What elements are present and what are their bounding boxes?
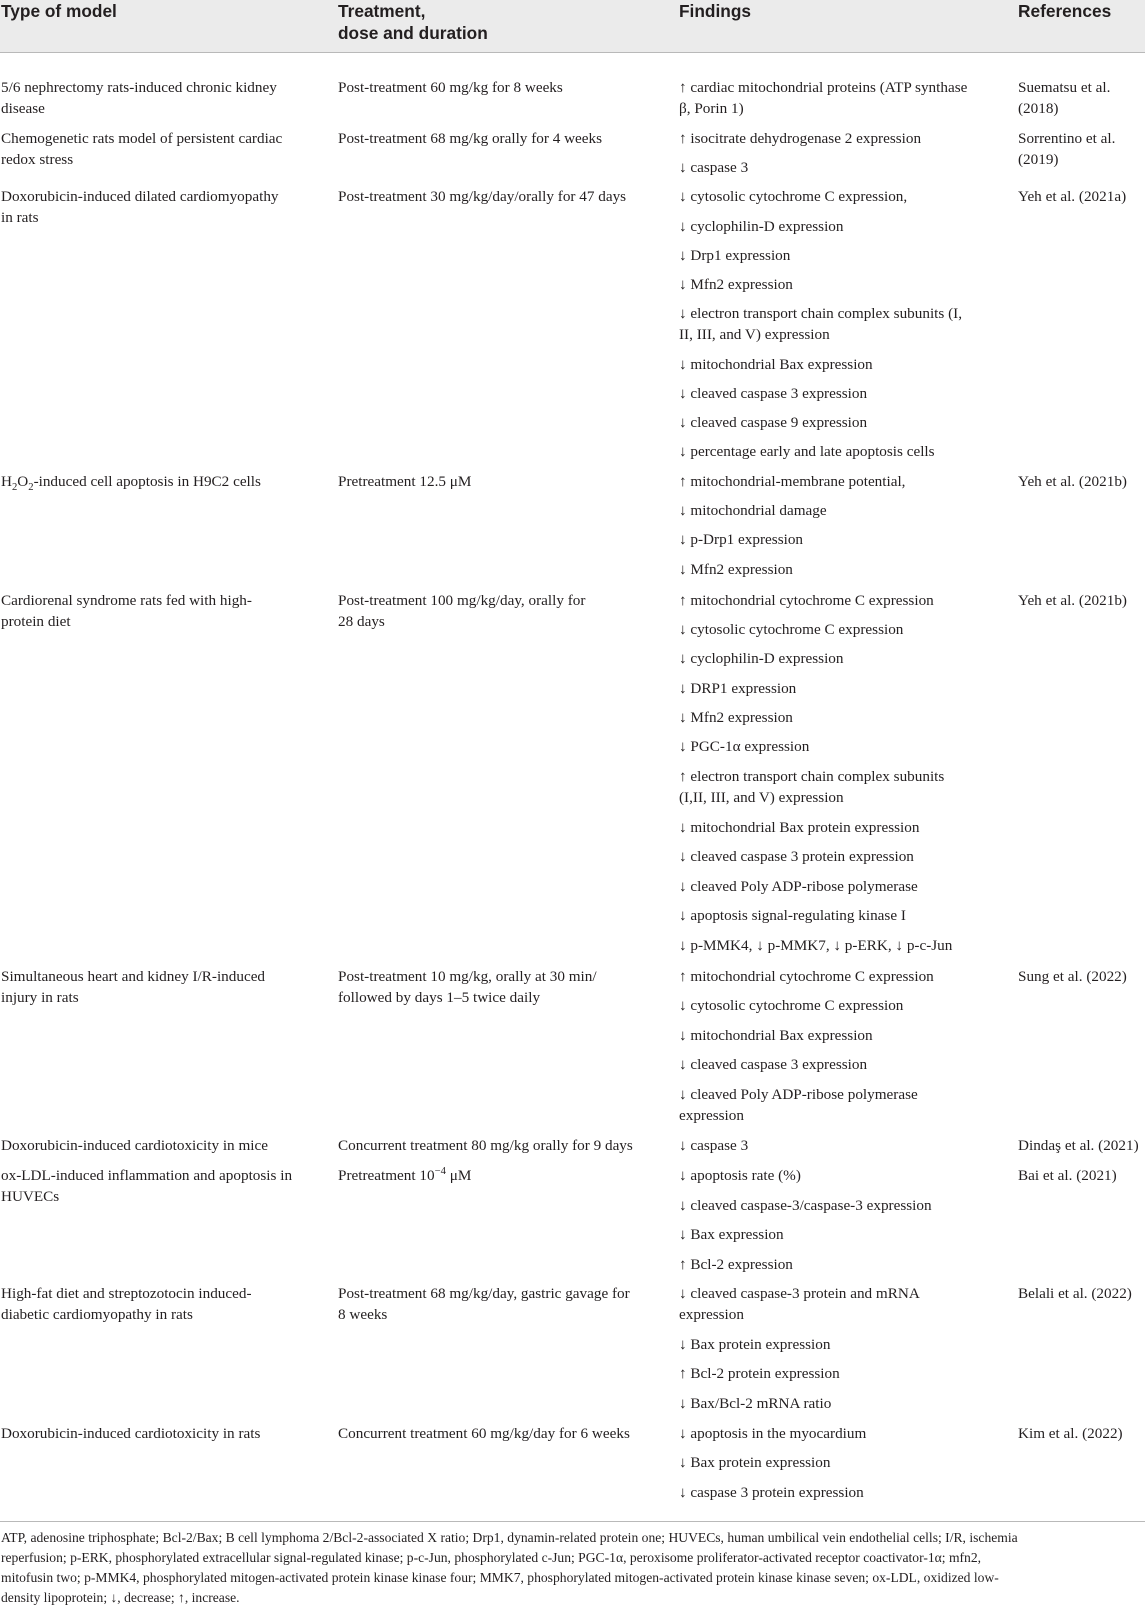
finding-line: ↓ DRP1 expression <box>679 680 797 697</box>
finding-line: ↑ cardiac mitochondrial proteins (ATP synthase <box>679 79 968 96</box>
finding-line: expression <box>679 1107 744 1124</box>
reference-cell: Kim et al. (2022) <box>1018 1425 1123 1442</box>
treatment-cell: Post-treatment 100 mg/kg/day, orally for <box>338 592 586 609</box>
finding-line: ↑ Bcl-2 expression <box>679 1256 793 1273</box>
finding-line: ↓ p-MMK4, ↓ p-MMK7, ↓ p-ERK, ↓ p-c-Jun <box>679 937 953 954</box>
table-footnote: ATP, adenosine triphosphate; Bcl-2/Bax; B cell lymphoma 2/Bcl-2-associated X ratio; Drp1, dynamin-related protein one; HUVECs, human umbilical vein endothelial cells; I/R, ischemia <box>1 1530 1018 1545</box>
finding-line: ↓ Bax expression <box>679 1226 784 1243</box>
treatment-cell: Post-treatment 68 mg/kg orally for 4 weeks <box>338 130 603 147</box>
finding-line: ↓ caspase 3 <box>679 159 749 176</box>
table-bottom-rule <box>0 1521 1145 1522</box>
model-cell: High-fat diet and streptozotocin induced- <box>1 1285 252 1302</box>
finding-line: ↓ p-Drp1 expression <box>679 531 804 548</box>
model-cell-h2o2: $H_2O_2$-induced cell apoptosis in H9C2 cells <box>1 473 261 494</box>
finding-line: ↓ apoptosis signal-regulating kinase I <box>679 907 906 924</box>
header-dose-duration: dose and duration <box>338 23 488 43</box>
table-footnote: mitofusin two; p-MMK4, phosphorylated mitogen-activated protein kinase kinase four; MMK7, phosphorylated mitogen-activated protein kinase kinase seven; ox-LDL, oxidized low- <box>1 1570 999 1585</box>
finding-line: ↑ mitochondrial-membrane potential, <box>679 473 906 490</box>
treatment-cell: Post-treatment 68 mg/kg/day, gastric gavage for <box>338 1285 630 1302</box>
table-footnote: reperfusion; p-ERK, phosphorylated extracellular signal-regulated kinase; p-c-Jun, phosphorylated c-Jun; PGC-1α, peroxisome proliferator-activated receptor coactivator-1α; mfn2, <box>1 1550 982 1565</box>
header-rule <box>0 52 1145 53</box>
finding-line: ↓ cleaved caspase-3 protein and mRNA <box>679 1285 920 1302</box>
finding-line: ↓ electron transport chain complex subunits (I, <box>679 305 963 322</box>
finding-line: ↓ Drp1 expression <box>679 247 791 264</box>
finding-line: (I,II, III, and V) expression <box>679 789 844 806</box>
finding-line: ↑ mitochondrial cytochrome C expression <box>679 592 934 609</box>
finding-line: ↓ cytosolic cytochrome C expression, <box>679 188 908 205</box>
finding-line: II, III, and V) expression <box>679 326 830 343</box>
model-cell: in rats <box>1 209 39 226</box>
table-header <box>0 0 1145 52</box>
treatment-cell: 8 weeks <box>338 1306 388 1323</box>
finding-line: ↑ mitochondrial cytochrome C expression <box>679 968 934 985</box>
finding-line: ↓ cleaved caspase 3 protein expression <box>679 848 914 865</box>
reference-cell: Yeh et al. (2021b) <box>1018 592 1127 609</box>
model-cell: injury in rats <box>1 989 79 1006</box>
treatment-cell: 28 days <box>338 613 385 630</box>
model-cell: Doxorubicin-induced cardiotoxicity in rats <box>1 1425 261 1442</box>
finding-line: ↓ apoptosis in the myocardium <box>679 1425 867 1442</box>
finding-line: ↓ mitochondrial Bax protein expression <box>679 819 920 836</box>
treatment-cell: Post-treatment 60 mg/kg for 8 weeks <box>338 79 563 96</box>
reference-cell: (2019) <box>1018 151 1059 168</box>
model-cell: Chemogenetic rats model of persistent cardiac <box>1 130 283 147</box>
reference-cell: Yeh et al. (2021b) <box>1018 473 1127 490</box>
finding-line: ↑ isocitrate dehydrogenase 2 expression <box>679 130 922 147</box>
treatment-cell: Pretreatment 12.5 μM <box>338 473 472 490</box>
finding-line: ↓ cytosolic cytochrome C expression <box>679 997 904 1014</box>
reference-cell: Belali et al. (2022) <box>1018 1285 1132 1302</box>
finding-line: ↓ Bax protein expression <box>679 1454 831 1471</box>
finding-line: β, Porin 1) <box>679 100 744 117</box>
finding-line: ↓ Mfn2 expression <box>679 561 793 578</box>
finding-line: ↓ cyclophilin-D expression <box>679 218 844 235</box>
finding-line: ↓ cleaved caspase 9 expression <box>679 414 868 431</box>
treatment-cell: followed by days 1–5 twice daily <box>338 989 541 1006</box>
treatment-cell: Pretreatment $10^{-4}$ μM <box>338 1165 472 1184</box>
model-cell: HUVECs <box>1 1188 60 1205</box>
finding-line: ↓ Mfn2 expression <box>679 709 793 726</box>
treatment-cell: Post-treatment 30 mg/kg/day/orally for 47 days <box>338 188 627 205</box>
model-cell: disease <box>1 100 45 117</box>
header-findings: Findings <box>679 1 751 21</box>
finding-line: ↓ mitochondrial Bax expression <box>679 1027 873 1044</box>
finding-line: expression <box>679 1306 744 1323</box>
header-type-of-model: Type of model <box>1 1 117 21</box>
finding-line: ↑ Bcl-2 protein expression <box>679 1365 840 1382</box>
reference-cell: Yeh et al. (2021a) <box>1018 188 1127 205</box>
reference-cell: Sorrentino et al. <box>1018 130 1116 147</box>
reference-cell: Suematsu et al. <box>1018 79 1111 96</box>
reference-cell: Dindaş et al. (2021) <box>1018 1137 1139 1154</box>
model-cell: Doxorubicin-induced cardiotoxicity in mice <box>1 1137 268 1154</box>
finding-line: ↑ electron transport chain complex subunits <box>679 768 945 785</box>
finding-line: ↓ PGC-1α expression <box>679 738 810 755</box>
model-cell: Simultaneous heart and kidney I/R-induced <box>1 968 266 985</box>
finding-line: ↓ Bax/Bcl-2 mRNA ratio <box>679 1395 832 1412</box>
finding-line: ↓ cleaved Poly ADP-ribose polymerase <box>679 878 918 895</box>
model-cell: redox stress <box>1 151 74 168</box>
model-cell: 5/6 nephrectomy rats-induced chronic kidney <box>1 79 277 96</box>
table-footnote: density lipoprotein; ↓, decrease; ↑, increase. <box>1 1590 240 1605</box>
model-cell: diabetic cardiomyopathy in rats <box>1 1306 193 1323</box>
treatment-cell: Post-treatment 10 mg/kg, orally at 30 min/ <box>338 968 597 985</box>
finding-line: ↓ Mfn2 expression <box>679 276 793 293</box>
finding-line: ↓ cleaved caspase 3 expression <box>679 385 868 402</box>
reference-cell: (2018) <box>1018 100 1059 117</box>
finding-line: ↓ mitochondrial Bax expression <box>679 356 873 373</box>
header-references: References <box>1018 1 1112 21</box>
finding-line: ↓ percentage early and late apoptosis cells <box>679 443 935 460</box>
reference-cell: Sung et al. (2022) <box>1018 968 1127 985</box>
finding-line: ↓ cleaved Poly ADP-ribose polymerase <box>679 1086 918 1103</box>
finding-line: ↓ cyclophilin-D expression <box>679 650 844 667</box>
finding-line: ↓ Bax protein expression <box>679 1336 831 1353</box>
header-treatment: Treatment, <box>338 1 426 21</box>
model-cell: Cardiorenal syndrome rats fed with high- <box>1 592 252 609</box>
model-cell: protein diet <box>1 613 71 630</box>
finding-line: ↓ caspase 3 <box>679 1137 749 1154</box>
finding-line: ↓ apoptosis rate (%) <box>679 1167 801 1184</box>
model-cell: ox-LDL-induced inflammation and apoptosis in <box>1 1167 293 1184</box>
treatment-cell: Concurrent treatment 80 mg/kg orally for 9 days <box>338 1137 633 1154</box>
finding-line: ↓ cytosolic cytochrome C expression <box>679 621 904 638</box>
finding-line: ↓ cleaved caspase 3 expression <box>679 1056 868 1073</box>
finding-line: ↓ cleaved caspase-3/caspase-3 expression <box>679 1197 932 1214</box>
reference-cell: Bai et al. (2021) <box>1018 1167 1117 1184</box>
treatment-cell: Concurrent treatment 60 mg/kg/day for 6 weeks <box>338 1425 630 1442</box>
model-cell: Doxorubicin-induced dilated cardiomyopathy <box>1 188 279 205</box>
finding-line: ↓ caspase 3 protein expression <box>679 1484 864 1501</box>
finding-line: ↓ mitochondrial damage <box>679 502 827 519</box>
